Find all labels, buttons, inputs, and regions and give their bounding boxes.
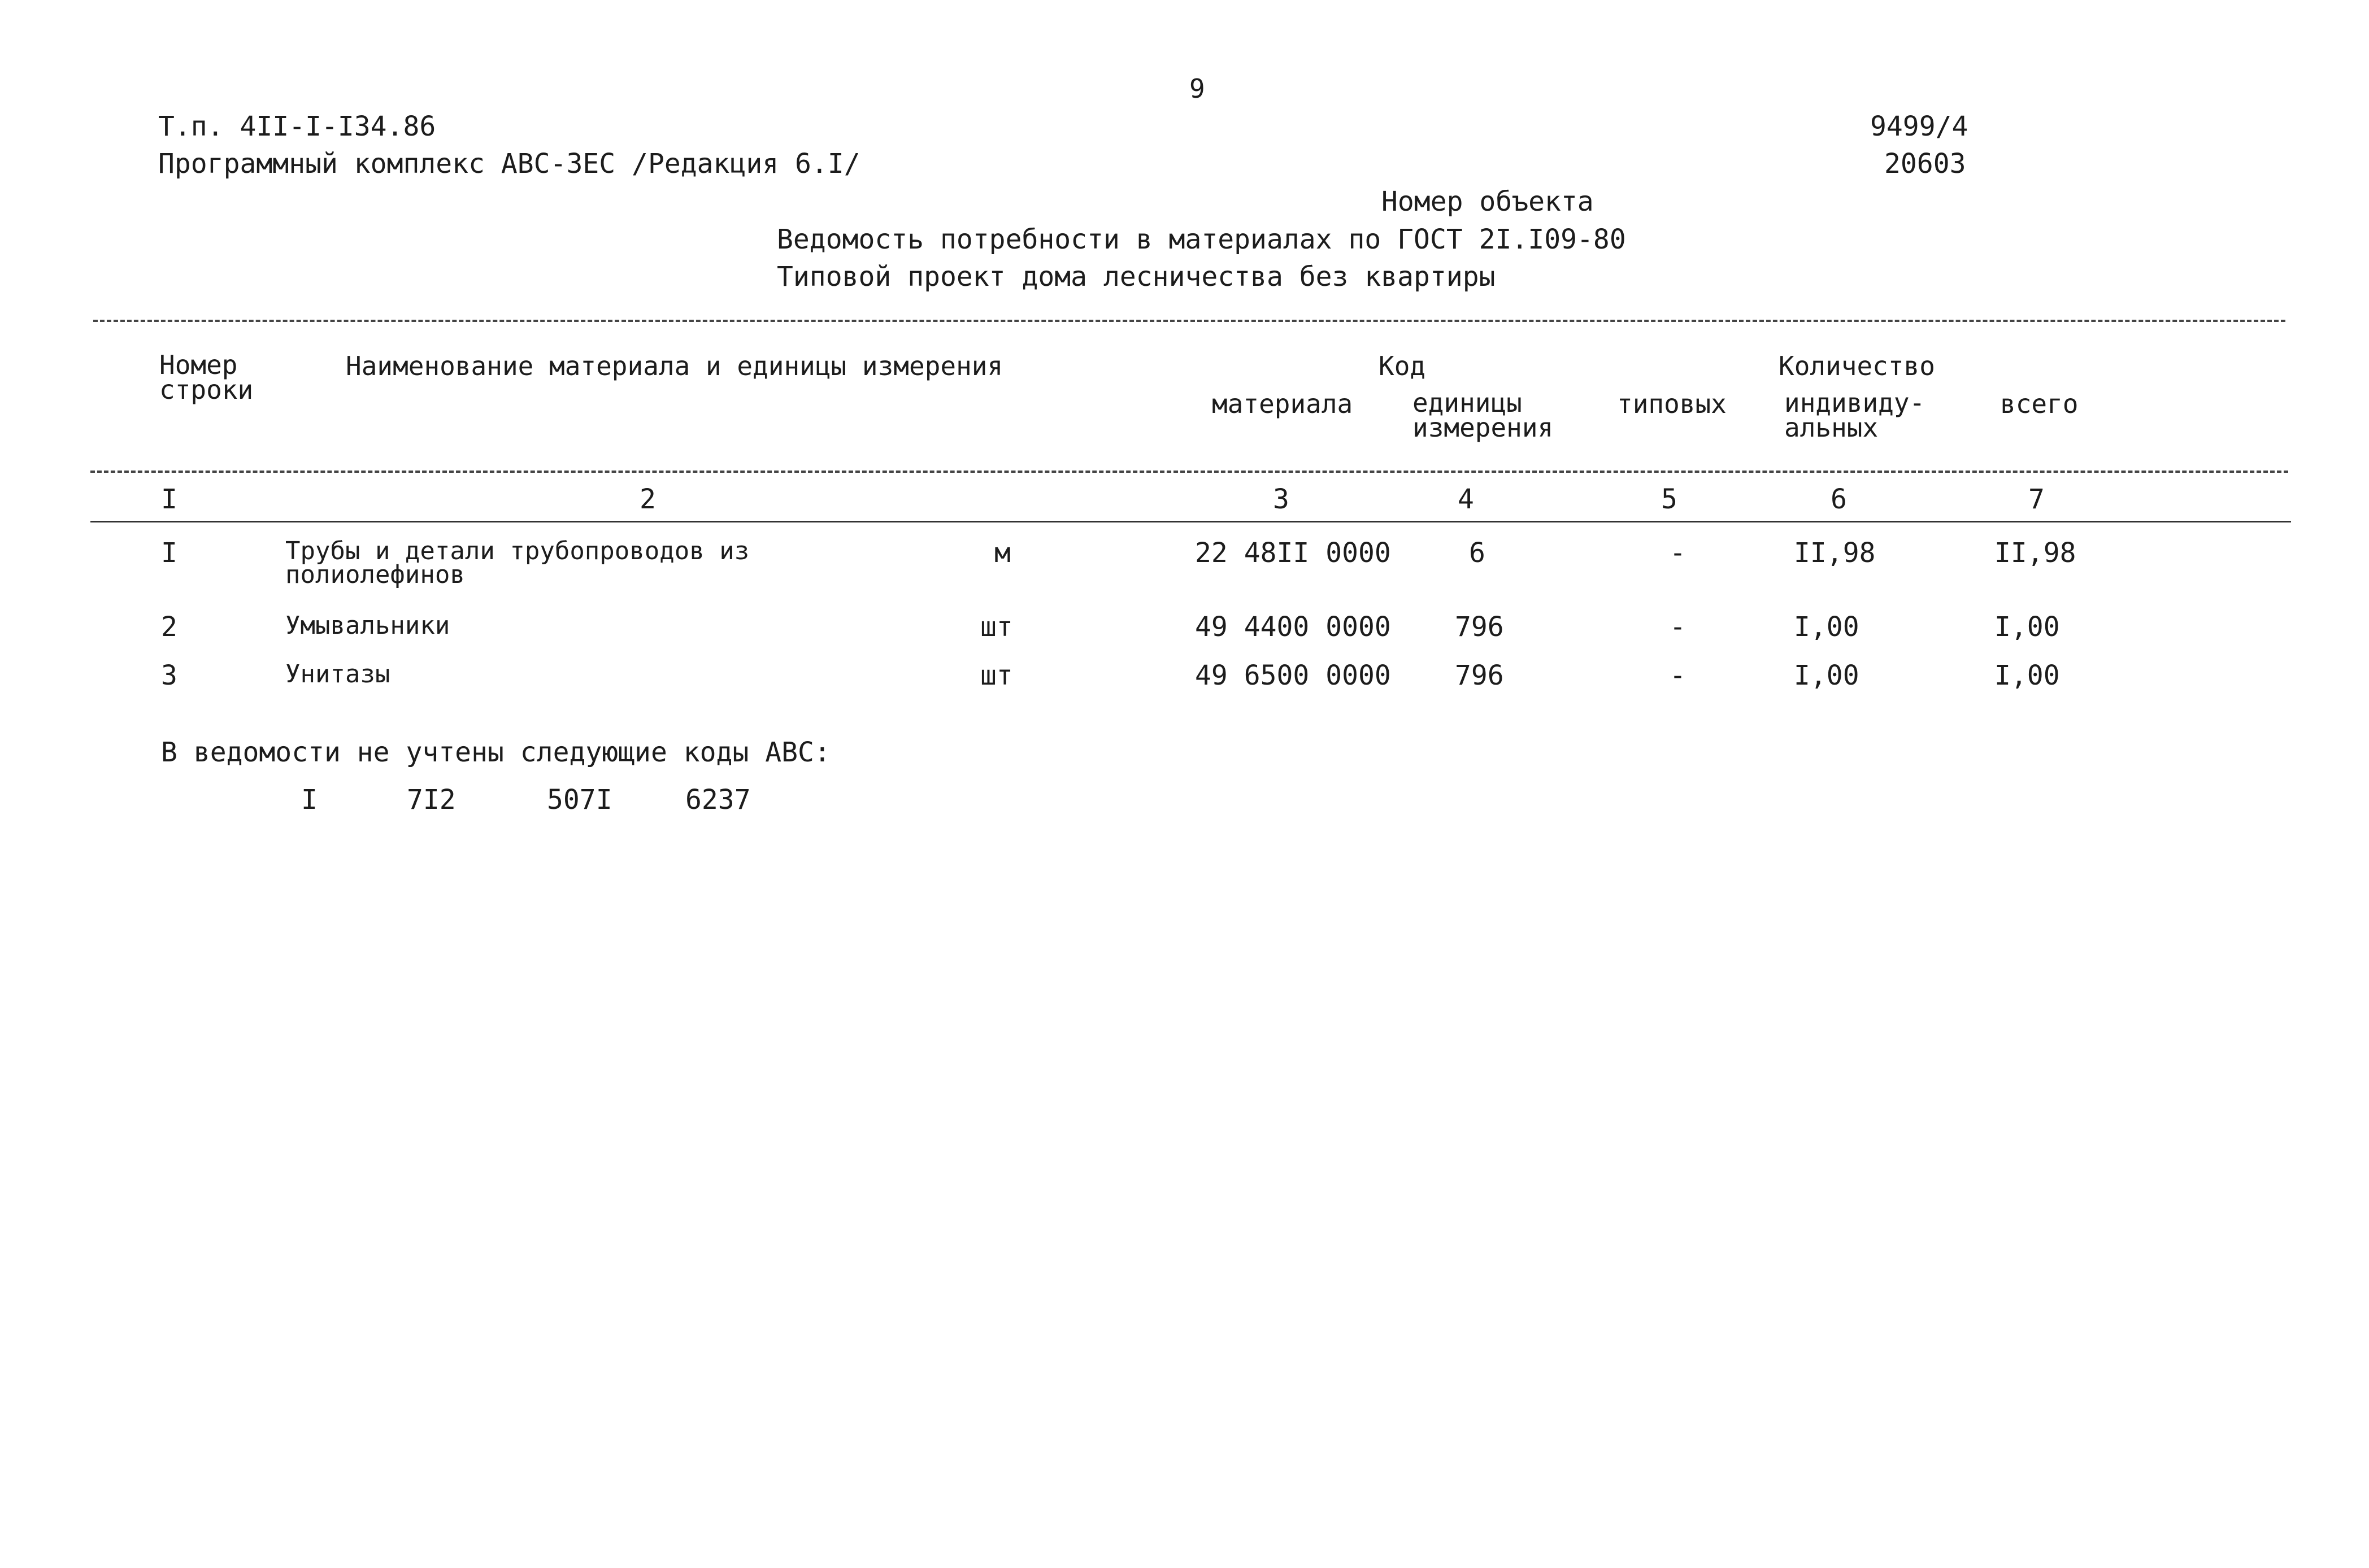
column-number: 5 <box>1661 484 1677 515</box>
unit-label: м <box>994 537 1011 569</box>
row-number: I <box>161 537 177 569</box>
qty-individual: I,00 <box>1794 611 1859 643</box>
qty-individual: II,98 <box>1794 537 1876 569</box>
column-number: 6 <box>1831 484 1847 515</box>
unaccounted-code: 507I <box>547 784 612 816</box>
header-qty-typical: типовых <box>1617 389 1727 419</box>
qty-total: II,98 <box>1994 537 2076 569</box>
row-number: 3 <box>161 660 177 691</box>
unit-code: 796 <box>1455 611 1504 643</box>
object-number-value: 20603 <box>1884 148 1966 180</box>
header-qty-total: всего <box>2000 389 2079 419</box>
header-quantity: Количество <box>1779 351 1935 381</box>
qty-individual: I,00 <box>1794 660 1859 691</box>
column-number: I <box>161 484 177 515</box>
column-number: 4 <box>1458 484 1474 515</box>
qty-typical: - <box>1670 537 1686 569</box>
material-name: Трубы и детали трубопроводов из полиолефинов <box>285 537 750 589</box>
material-name: Умывальники <box>285 611 450 640</box>
column-number: 3 <box>1273 484 1289 515</box>
unit-code: 6 <box>1469 537 1485 569</box>
unit-label: шт <box>980 660 1013 691</box>
row-number: 2 <box>161 611 177 643</box>
header-bottom-rule <box>90 471 2288 473</box>
document-title: Ведомость потребности в материалах по ГОСТ 2I.I09-80 <box>777 224 1626 255</box>
document-subtitle: Типовой проект дома лесничества без квартиры <box>777 261 1496 293</box>
unaccounted-codes-note: В ведомости не учтены следующие коды АВС: <box>161 737 831 768</box>
unit-code: 796 <box>1455 660 1504 691</box>
header-qty-individual: индивиду- альных <box>1784 387 1925 443</box>
column-number: 2 <box>640 484 656 515</box>
material-name: Унитазы <box>285 660 390 689</box>
qty-total: I,00 <box>1994 611 2060 643</box>
header-row-number: Номер строки <box>159 350 254 405</box>
object-number-label: Номер объекта <box>1381 186 1594 217</box>
table-top-rule <box>93 320 2285 322</box>
unaccounted-code: 7I2 <box>407 784 456 816</box>
unaccounted-code: I <box>301 784 318 816</box>
unaccounted-code: 6237 <box>685 784 751 816</box>
qty-typical: - <box>1670 660 1686 691</box>
qty-typical: - <box>1670 611 1686 643</box>
header-code-material: материала <box>1212 389 1353 419</box>
column-number: 7 <box>2028 484 2045 515</box>
header-name: Наименование материала и единицы измерения <box>346 351 1003 381</box>
page-number: 9 <box>1189 73 1205 104</box>
column-numbers-rule <box>90 521 2291 522</box>
material-code: 49 6500 0000 <box>1195 660 1391 691</box>
program-name: Программный комплекс АВС-3ЕС /Редакция 6.I/ <box>158 148 860 180</box>
reference-number: 9499/4 <box>1870 111 1968 142</box>
header-code: Код <box>1379 351 1426 381</box>
document-code: Т.п. 4II-I-I34.86 <box>158 111 436 142</box>
material-code: 49 4400 0000 <box>1195 611 1391 643</box>
qty-total: I,00 <box>1994 660 2060 691</box>
header-code-unit: единицы измерения <box>1412 387 1554 443</box>
material-code: 22 48II 0000 <box>1195 537 1391 569</box>
unit-label: шт <box>980 611 1013 643</box>
